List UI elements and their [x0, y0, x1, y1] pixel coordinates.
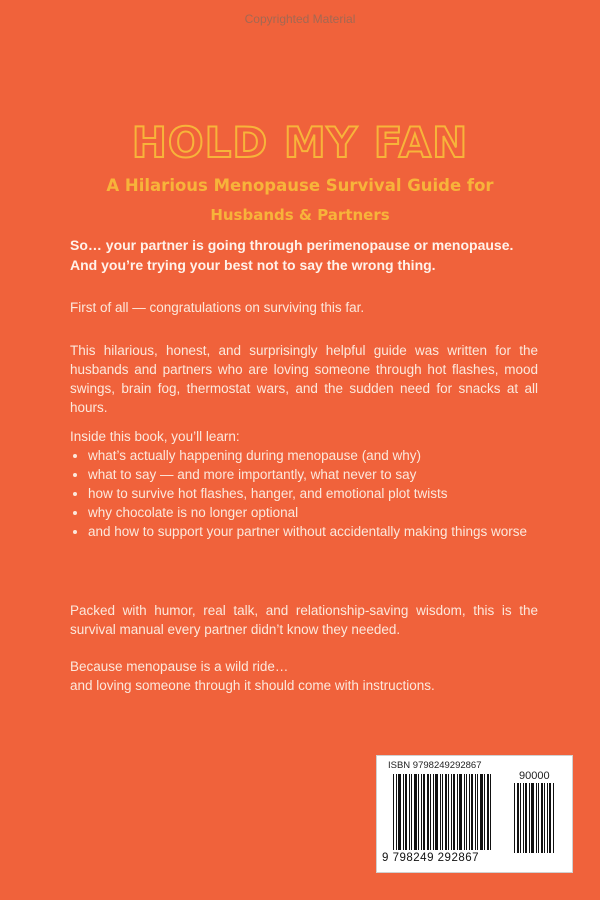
- isbn-label: ISBN 9798249292867: [388, 760, 482, 771]
- price-addon-label: 90000: [519, 770, 550, 782]
- list-item: • how to survive hot flashes, hanger, and emotional plot twists: [88, 484, 538, 503]
- blurb-paragraph-4: Packed with humor, real talk, and relationship-saving wisdom, this is the survival manual every partner didn’t know they needed.: [70, 603, 538, 637]
- book-title: HOLD MY FAN: [131, 118, 469, 167]
- list-item: • what’s actually happening during menopause (and why): [88, 446, 538, 465]
- list-item: • what to say — and more importantly, what never to say: [88, 465, 538, 484]
- blurb-paragraph-2: This hilarious, honest, and surprisingly helpful guide was written for the husbands and partners who are loving someone through hot flashes, mood swings, brain fog, thermostat wars, and the sudden need for snacks at all hours.: [70, 343, 538, 415]
- blurb-paragraph-1: First of all — congratulations on surviving this far.: [70, 300, 365, 315]
- learn-list: [70, 446, 538, 541]
- closing-line-2: and loving someone through it should come with instructions.: [70, 678, 435, 693]
- copyright-watermark: Copyrighted Material: [244, 12, 356, 26]
- isbn-barcode: [376, 755, 573, 873]
- blurb-lead: [70, 235, 538, 275]
- list-item: • why chocolate is no longer optional: [88, 503, 538, 522]
- list-item: • and how to support your partner without accidentally making things worse: [88, 522, 538, 541]
- lead-line-2: And you’re trying your best not to say the wrong thing.: [70, 257, 436, 273]
- learn-intro: Inside this book, you’ll learn:: [70, 429, 240, 444]
- closing-line-1: Because menopause is a wild ride…: [70, 659, 289, 674]
- addon-bars-icon: [514, 783, 569, 853]
- barcode-digits: 9 798249 292867: [382, 852, 480, 864]
- book-subtitle-line2: Husbands & Partners: [210, 206, 390, 224]
- barcode-bars-icon: [393, 774, 499, 850]
- blurb-closing: [70, 657, 538, 695]
- lead-line-1: So… your partner is going through perimenopause or menopause.: [70, 237, 514, 253]
- blurb-learn-section: [70, 427, 538, 541]
- book-subtitle-line1: A Hilarious Menopause Survival Guide for: [106, 176, 494, 195]
